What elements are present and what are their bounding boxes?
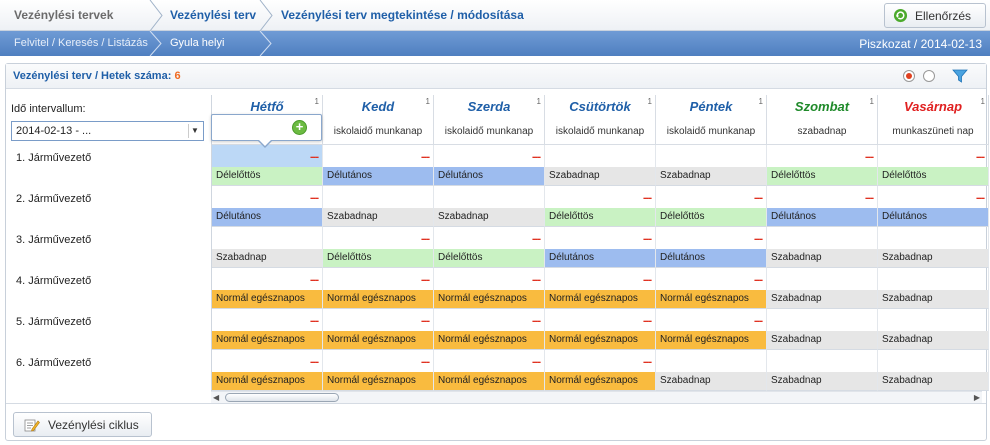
schedule-cell[interactable] bbox=[545, 309, 656, 350]
cell-marker: --- bbox=[310, 315, 318, 327]
panel-header bbox=[6, 64, 986, 89]
shift-label: Szabadnap bbox=[767, 372, 877, 390]
shift-label: Normál egésznapos bbox=[434, 331, 544, 349]
horizontal-scrollbar[interactable] bbox=[211, 391, 982, 403]
day-week-number: 1 bbox=[758, 97, 763, 106]
driver-row-label: 6. Járművezető bbox=[16, 357, 92, 369]
schedule-cell[interactable] bbox=[656, 186, 767, 227]
day-name: Hétfő bbox=[250, 99, 284, 114]
cell-marker: --- bbox=[310, 151, 318, 163]
breadcrumb-plans[interactable]: Vezénylési tervek bbox=[14, 8, 114, 22]
scroll-right-icon[interactable]: ▶ bbox=[973, 393, 980, 402]
schedule-cell[interactable] bbox=[545, 186, 656, 227]
scrollbar-thumb[interactable] bbox=[225, 393, 339, 402]
schedule-cell[interactable] bbox=[767, 145, 878, 186]
shift-label: Délelőttös bbox=[212, 167, 322, 185]
shift-label: Normál egésznapos bbox=[434, 372, 544, 390]
cell-marker: --- bbox=[421, 315, 429, 327]
driver-row-label: 5. Járművezető bbox=[16, 316, 92, 328]
cell-marker: --- bbox=[310, 192, 318, 204]
day-name: Szombat bbox=[794, 99, 850, 114]
schedule-cell[interactable] bbox=[545, 268, 656, 309]
day-name: Péntek bbox=[689, 99, 733, 114]
shift-label: Szabadnap bbox=[656, 167, 766, 185]
breadcrumb-separator-icon bbox=[148, 0, 168, 31]
schedule-cell[interactable] bbox=[545, 227, 656, 268]
driver-row-label: 4. Járművezető bbox=[16, 275, 92, 287]
schedule-cell[interactable] bbox=[212, 309, 323, 350]
day-week-number: 1 bbox=[869, 97, 874, 106]
panel-title-text: Vezénylési terv / Hetek száma: bbox=[13, 70, 175, 82]
shift-label: Szabadnap bbox=[323, 208, 433, 226]
cell-marker: --- bbox=[532, 233, 540, 245]
check-button-label: Ellenőrzés bbox=[915, 8, 972, 23]
shift-label: Szabadnap bbox=[767, 331, 877, 349]
check-button[interactable] bbox=[884, 3, 986, 28]
shift-label: Normál egésznapos bbox=[656, 290, 766, 308]
cell-marker: --- bbox=[754, 274, 762, 286]
shift-label: Szabadnap bbox=[767, 290, 877, 308]
add-shift-popup bbox=[211, 114, 322, 141]
refresh-icon bbox=[893, 8, 908, 23]
cell-marker: --- bbox=[643, 192, 651, 204]
edit-list-icon bbox=[24, 417, 40, 433]
schedule-cell[interactable] bbox=[434, 350, 545, 391]
shift-label: Normál egésznapos bbox=[434, 290, 544, 308]
day-name: Szerda bbox=[467, 99, 511, 114]
day-header bbox=[545, 95, 656, 145]
filter-icon[interactable] bbox=[952, 68, 968, 84]
schedule-cell[interactable] bbox=[323, 186, 434, 227]
shift-label: Délelőttös bbox=[656, 208, 766, 226]
cell-marker: --- bbox=[643, 356, 651, 368]
shift-label: Szabadnap bbox=[878, 372, 988, 390]
schedule-cell[interactable] bbox=[656, 227, 767, 268]
schedule-cycle-label: Vezénylési ciklus bbox=[48, 417, 139, 432]
shift-label: Szabadnap bbox=[434, 208, 544, 226]
shift-label: Normál egésznapos bbox=[545, 372, 655, 390]
schedule-cell[interactable] bbox=[323, 145, 434, 186]
shift-label: Normál egésznapos bbox=[212, 372, 322, 390]
day-header bbox=[434, 95, 545, 145]
cell-marker: --- bbox=[421, 274, 429, 286]
schedule-cell[interactable] bbox=[434, 268, 545, 309]
cell-marker: --- bbox=[643, 274, 651, 286]
cell-marker: --- bbox=[754, 192, 762, 204]
schedule-cell[interactable] bbox=[212, 227, 323, 268]
schedule-cell[interactable] bbox=[878, 268, 989, 309]
schedule-cell[interactable] bbox=[323, 309, 434, 350]
schedule-cell[interactable] bbox=[878, 227, 989, 268]
shift-label: Szabadnap bbox=[656, 372, 766, 390]
day-type: iskolaidő munkanap bbox=[666, 126, 756, 137]
shift-label: Délutános bbox=[434, 167, 544, 185]
day-name: Vasárnap bbox=[903, 99, 963, 114]
schedule-cell[interactable] bbox=[323, 350, 434, 391]
shift-label: Délelőttös bbox=[878, 167, 988, 185]
shift-label: Normál egésznapos bbox=[323, 372, 433, 390]
schedule-cell[interactable] bbox=[323, 268, 434, 309]
status-text: Piszkozat / 2014-02-13 bbox=[859, 37, 982, 51]
schedule-cell[interactable] bbox=[878, 145, 989, 186]
schedule-cell[interactable] bbox=[767, 268, 878, 309]
cell-marker: --- bbox=[976, 151, 984, 163]
schedule-cell[interactable] bbox=[767, 350, 878, 391]
schedule-cycle-button[interactable] bbox=[13, 412, 152, 437]
view-radio-1[interactable] bbox=[903, 70, 915, 82]
cell-marker: --- bbox=[532, 315, 540, 327]
day-type: szabadnap bbox=[797, 126, 847, 137]
schedule-cell[interactable] bbox=[434, 186, 545, 227]
cell-marker: --- bbox=[754, 315, 762, 327]
day-type: iskolaidő munkanap bbox=[333, 126, 423, 137]
schedule-cell[interactable] bbox=[545, 145, 656, 186]
schedule-cell[interactable] bbox=[656, 309, 767, 350]
shift-label: Szabadnap bbox=[545, 167, 655, 185]
schedule-cell[interactable] bbox=[767, 186, 878, 227]
view-radio-2[interactable] bbox=[923, 70, 935, 82]
day-header bbox=[656, 95, 767, 145]
weeks-count: 6 bbox=[174, 70, 181, 82]
shift-label: Normál egésznapos bbox=[212, 290, 322, 308]
cell-marker: --- bbox=[532, 151, 540, 163]
shift-label: Normál egésznapos bbox=[656, 331, 766, 349]
panel-title bbox=[13, 70, 181, 82]
cell-marker: --- bbox=[310, 274, 318, 286]
cell-marker: --- bbox=[532, 274, 540, 286]
schedule-cell[interactable] bbox=[656, 268, 767, 309]
cell-marker: --- bbox=[865, 192, 873, 204]
breadcrumb-separator-icon bbox=[148, 31, 168, 56]
cell-marker: --- bbox=[310, 356, 318, 368]
schedule-cell[interactable] bbox=[656, 145, 767, 186]
cell-marker: --- bbox=[421, 356, 429, 368]
day-type: iskolaidő munkanap bbox=[444, 126, 534, 137]
shift-label: Délutános bbox=[767, 208, 877, 226]
day-header bbox=[767, 95, 878, 145]
schedule-cell[interactable] bbox=[212, 145, 323, 186]
schedule-cell[interactable] bbox=[545, 350, 656, 391]
shift-label: Délelőttös bbox=[545, 208, 655, 226]
schedule-cell[interactable] bbox=[212, 268, 323, 309]
shift-label: Normál egésznapos bbox=[545, 290, 655, 308]
sub-breadcrumb-bar bbox=[0, 31, 990, 56]
shift-label: Normál egésznapos bbox=[212, 331, 322, 349]
schedule-cell[interactable] bbox=[434, 145, 545, 186]
schedule-cell[interactable] bbox=[878, 309, 989, 350]
day-header bbox=[878, 95, 989, 145]
driver-row-label: 3. Járművezető bbox=[16, 234, 92, 246]
schedule-cell[interactable] bbox=[767, 227, 878, 268]
shift-label: Délelőttös bbox=[767, 167, 877, 185]
day-name: Kedd bbox=[361, 99, 395, 114]
shift-label: Normál egésznapos bbox=[545, 331, 655, 349]
shift-label: Szabadnap bbox=[878, 290, 988, 308]
shift-label: Normál egésznapos bbox=[323, 331, 433, 349]
cell-marker: --- bbox=[865, 151, 873, 163]
schedule-grid bbox=[211, 95, 985, 404]
shift-label: Délutános bbox=[212, 208, 322, 226]
shift-label: Délutános bbox=[656, 249, 766, 267]
time-interval-label: Idő intervallum: bbox=[11, 103, 86, 115]
cell-marker: --- bbox=[976, 192, 984, 204]
day-week-number: 1 bbox=[314, 97, 319, 106]
schedule-cell[interactable] bbox=[323, 227, 434, 268]
schedule-cell[interactable] bbox=[656, 350, 767, 391]
breadcrumb-plan[interactable]: Vezénylési terv bbox=[170, 8, 257, 22]
shift-label: Délelőttös bbox=[434, 249, 544, 267]
shift-label: Normál egésznapos bbox=[323, 290, 433, 308]
schedule-cell[interactable] bbox=[434, 227, 545, 268]
breadcrumb-separator-icon bbox=[258, 0, 278, 31]
cell-marker: --- bbox=[532, 356, 540, 368]
day-type: iskolaidő munkanap bbox=[555, 126, 645, 137]
day-header bbox=[323, 95, 434, 145]
add-icon[interactable]: + bbox=[292, 120, 307, 135]
driver-row-label: 2. Járművezető bbox=[16, 193, 92, 205]
cell-marker: --- bbox=[421, 151, 429, 163]
driver-row-label: 1. Járművezető bbox=[16, 152, 92, 164]
schedule-cell[interactable] bbox=[212, 186, 323, 227]
day-name: Csütörtök bbox=[569, 99, 631, 114]
breadcrumb-current: Vezénylési terv megtekintése / módosítása bbox=[281, 8, 524, 22]
shift-label: Szabadnap bbox=[212, 249, 322, 267]
date-interval-value: 2014-02-13 - ... bbox=[16, 125, 92, 137]
shift-label: Délutános bbox=[545, 249, 655, 267]
cell-marker: --- bbox=[643, 233, 651, 245]
day-week-number: 1 bbox=[536, 97, 541, 106]
breadcrumb-bar bbox=[0, 0, 990, 31]
day-week-number: 1 bbox=[425, 97, 430, 106]
popup-tail bbox=[258, 141, 272, 148]
sub-breadcrumb-list[interactable]: Felvitel / Keresés / Listázás bbox=[14, 37, 148, 49]
shift-label: Délutános bbox=[878, 208, 988, 226]
shift-label: Szabadnap bbox=[878, 249, 988, 267]
day-week-number: 1 bbox=[980, 97, 985, 106]
cell-marker: --- bbox=[421, 233, 429, 245]
shift-label: Szabadnap bbox=[878, 331, 988, 349]
shift-label: Délutános bbox=[323, 167, 433, 185]
breadcrumb-separator-icon bbox=[258, 31, 278, 56]
date-interval-select[interactable] bbox=[11, 121, 204, 141]
day-week-number: 1 bbox=[647, 97, 652, 106]
cell-marker: --- bbox=[754, 233, 762, 245]
schedule-cell[interactable] bbox=[767, 309, 878, 350]
schedule-panel bbox=[5, 63, 987, 441]
schedule-cell[interactable] bbox=[878, 350, 989, 391]
divider bbox=[6, 403, 986, 404]
shift-label: Szabadnap bbox=[767, 249, 877, 267]
schedule-cell[interactable] bbox=[434, 309, 545, 350]
schedule-cell[interactable] bbox=[212, 350, 323, 391]
scroll-left-icon[interactable]: ◀ bbox=[213, 393, 220, 402]
sub-breadcrumb-location[interactable]: Gyula helyi bbox=[170, 37, 225, 49]
shift-label: Délelőttös bbox=[323, 249, 433, 267]
schedule-cell[interactable] bbox=[878, 186, 989, 227]
chevron-down-icon: ▼ bbox=[188, 124, 201, 138]
day-type: munkaszüneti nap bbox=[892, 126, 974, 137]
cell-marker: --- bbox=[643, 315, 651, 327]
